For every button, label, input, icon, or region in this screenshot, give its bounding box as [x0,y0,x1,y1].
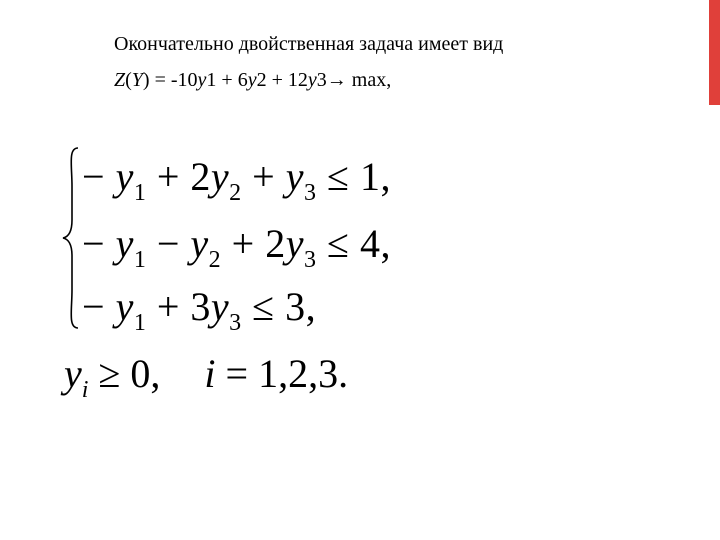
row1-var-2: y [210,154,230,199]
accent-bar [709,0,720,105]
row1-op-2: + [241,154,286,199]
objective-var-1: y [197,69,207,91]
objective-index-2: 2 [256,69,267,91]
objective-func-name: Z [114,69,126,91]
row3-relation: ≤ 3, [241,284,317,329]
row3-var-1: y [115,284,134,329]
row1-relation: ≤ 1, [316,154,391,199]
objective-var-3: y [307,69,317,91]
row1-sub-1: 1 [133,180,147,206]
row2-relation: ≤ 4, [316,221,391,266]
objective-var-2: y [247,69,257,91]
row1-var-1: y [115,154,134,199]
objective-part-b: + 6 [216,69,248,91]
objective-part-a: ) = -10 [142,69,198,91]
row1-var-3: y [285,154,304,199]
row1-op-1: + 2 [146,154,211,199]
intro-text: Окончательно двойственная задача имеет вид [114,33,504,55]
row3-var-3: y [210,284,230,329]
objective-index-1: 1 [206,69,217,91]
row3-sub-3: 3 [229,310,242,336]
row2-sub-3: 3 [303,247,317,273]
row1-minus: − [82,154,116,199]
row2-op-1: − [146,221,191,266]
row2-var-3: y [285,221,304,266]
cond-index-letter: i [204,351,216,396]
nonnegativity-condition [64,351,349,403]
left-brace [60,146,84,330]
row3-minus: − [82,284,116,329]
row2-sub-2: 2 [208,247,222,273]
objective-open-paren: ( [125,69,132,91]
constraint-row-2 [82,221,391,273]
objective-index-3: 3 [316,69,327,91]
cond-relation: ≥ 0, [88,351,161,396]
cond-var: y [64,351,82,396]
objective-func-arg: Y [131,69,143,91]
objective-function [114,68,391,92]
constraint-row-1 [82,154,391,206]
row2-op-2: + 2 [221,221,286,266]
constraint-row-3 [82,284,317,336]
cond-sub-i-letter: i [81,377,89,403]
row2-var-1: y [115,221,134,266]
row2-minus: − [82,221,116,266]
row3-sub-1: 1 [133,310,147,336]
row1-sub-2: 2 [229,180,242,206]
objective-arrow-max: → max, [326,69,392,91]
objective-part-c: + 12 [266,69,308,91]
row1-sub-3: 3 [303,180,317,206]
row3-op-1: + 3 [146,284,211,329]
row2-var-2: y [190,221,209,266]
cond-index-values: = 1,2,3. [215,351,349,396]
row2-sub-1: 1 [133,247,147,273]
